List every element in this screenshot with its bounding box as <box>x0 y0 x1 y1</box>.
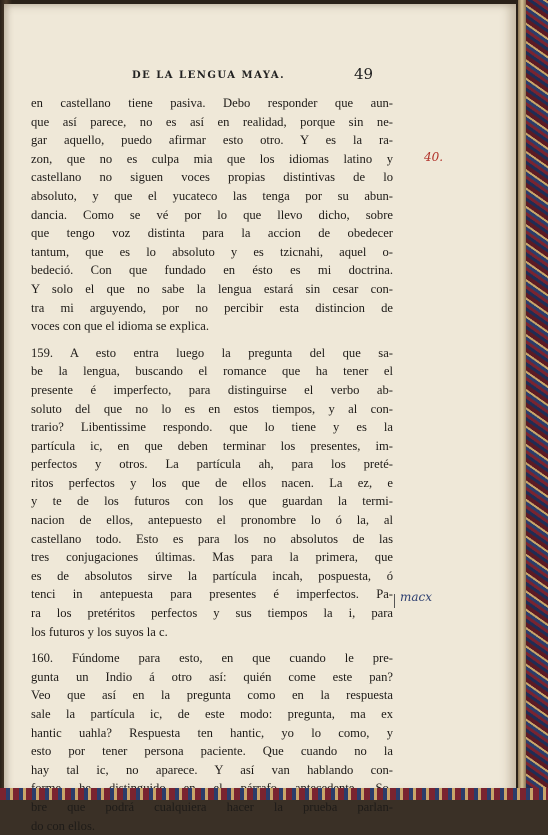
paragraph-gap <box>31 336 393 344</box>
body-text <box>31 94 393 835</box>
text-line: absoluto, y que el yucateco las tenga por su abun- <box>31 188 393 203</box>
text-line: que así parece, no es así en realidad, porque sin ne- <box>31 114 393 129</box>
text-line: gunta un Indio á otro así: quién come este pan? <box>31 669 393 684</box>
text-line: que tengo voz distinta para la accion de obedecer <box>31 226 393 241</box>
text-line: sale la partícula ic, de este modo: pregunta, ma ex <box>31 707 393 721</box>
text-line: be la lengua, buscando el romance que ha tener el <box>31 364 393 379</box>
text-line: castellano no siguen voces propias distintivas de lo <box>31 170 393 185</box>
text-line: gar aquello, puedo afirmar esto otro. Y es la ra- <box>31 133 393 148</box>
text-line: trario? Libentissime respondo. que lo tiene y es la <box>31 420 393 435</box>
text-line: do con ellos. <box>31 818 96 833</box>
text-line: hantic uahla? Respuesta ten hantic, yo lo como, y <box>31 725 393 740</box>
text-line: dancia. Como se vé por lo que llevo dicho, sobre <box>31 207 393 222</box>
text-line: esto por tener persona paciente. Que cuando no la <box>31 744 393 759</box>
margin-note-blue: macx <box>400 590 433 604</box>
text-line: tres conjugaciones últimas. Mas para la primera, que <box>31 550 393 565</box>
text-line: tra mi arguyendo, por no percibir esta distincion de <box>31 300 393 315</box>
text-line: 160. Fúndome para esto, en que cuando le pre- <box>31 651 393 666</box>
text-line: en castellano tiene pasiva. Debo responder que aun- <box>31 96 393 110</box>
text-line: Veo que así en la pregunta como en la respuesta <box>31 688 393 703</box>
text-line: es de absolutos sirve la partícula incah, pospuesta, ó <box>31 568 393 583</box>
marbled-endpaper <box>524 0 548 800</box>
running-head: DE LA LENGUA MAYA. <box>132 70 286 81</box>
margin-bracket-mark <box>394 594 395 608</box>
text-line: soluto del que no lo es en estos tiempos, y al con- <box>31 401 393 416</box>
text-line: presente é imperfecto, para distinguirse el verbo ab- <box>31 382 393 397</box>
margin-note-red: 40. <box>424 150 444 164</box>
text-line: bre que podrá cualquiera hacer la prueba parlan- <box>31 799 393 814</box>
text-line: castellano todo. Esto es para los no absolutos de las <box>31 531 393 546</box>
text-line: Y solo el que no sabe la lengua estará sin cesar con- <box>31 281 393 296</box>
text-line: tantum, que es lo absoluto y es tzicnahi, aquel o- <box>31 244 393 259</box>
text-line: nacion de ellos, antepuesto el pronombre lo ó la, al <box>31 513 393 528</box>
text-line: los futuros y los suyos la c. <box>31 624 168 639</box>
text-line: bedeció. Con que fundado en ésto es mi doctrina. <box>31 263 393 278</box>
page-number: 49 <box>354 65 374 83</box>
text-line: y te de los futuros con los que guardan la termi- <box>31 494 393 509</box>
text-line: ritos perfectos y los que de ellos nacen. La ez, e <box>31 475 393 490</box>
text-line: zon, que no es culpa mia que los idiomas latino y <box>31 151 393 166</box>
paragraph-gap <box>31 641 393 649</box>
text-line: voces con que el idioma se explica. <box>31 319 209 334</box>
page-header <box>4 64 516 84</box>
page-block-edge <box>518 0 526 800</box>
text-line: hay tal ic, no aparece. Y así van hablando con- <box>31 762 393 777</box>
text-line: ra los pretéritos perfectos y sus tiempos la i, para <box>31 606 393 621</box>
book-page <box>4 4 516 833</box>
text-line: partícula ic, en que deben terminar los presentes, im- <box>31 438 393 453</box>
marbled-bottom-edge <box>0 788 548 800</box>
text-line: tenci in antepuesta para presentes é imperfectos. Pa- <box>31 587 393 602</box>
text-line: perfectos y otros. La partícula ah, para los preté- <box>31 457 393 472</box>
text-line: 159. A esto entra luego la pregunta del que sa- <box>31 345 393 360</box>
